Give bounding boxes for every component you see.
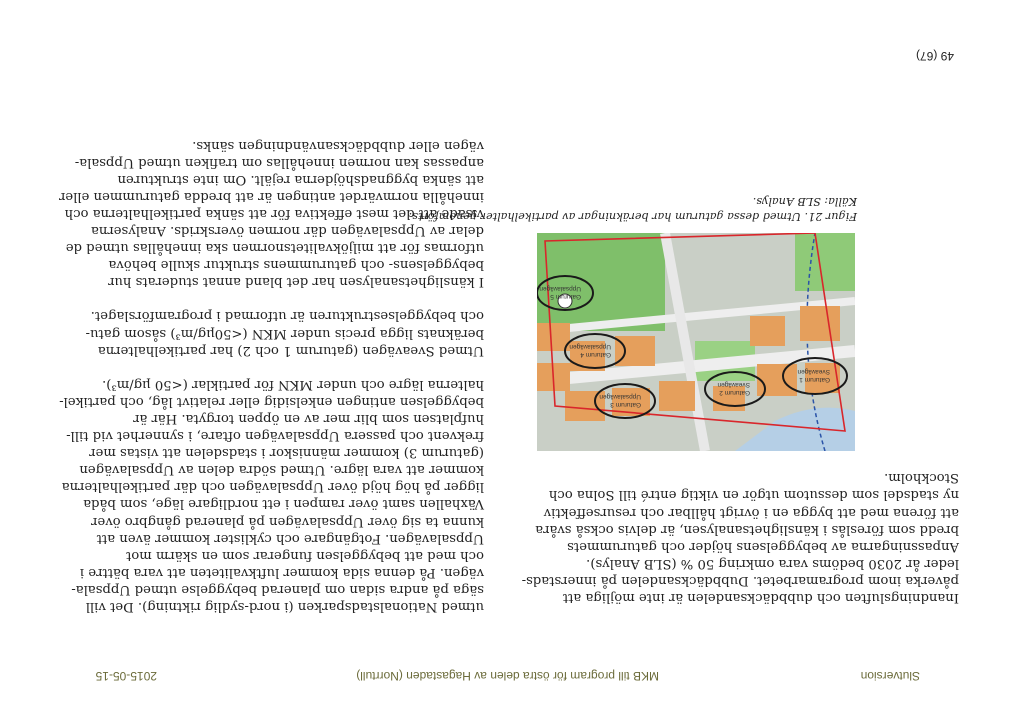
text-line: leder år 2030 bedöms vara omkring 50 % (SLB Analys). <box>586 555 959 571</box>
paragraph <box>59 376 484 615</box>
text-line: hufplatsen som blir mer av en öppen torgyta. Här är <box>133 410 484 426</box>
text-line: delar av Uppsalavägen där normen överskrids. Analyserna <box>91 223 484 239</box>
text-line: påverka inom programarbetet. Dubbdäcksandelen på innerstads- <box>521 572 959 588</box>
map-label: Gaturum 5 <box>550 293 581 300</box>
building <box>659 381 695 411</box>
text-line: I känslighetsanalysen har det bland annat studerats hur <box>108 274 484 290</box>
header-date: 2015-05-15 <box>95 669 157 683</box>
text-line: Stockholm. <box>884 470 959 486</box>
text-line: Uppsalavägen. Fotgängare och cyklister kommer även att <box>96 530 484 546</box>
text-line: ligger på hög höjd över Uppsalavägen och där partikelhalterna <box>61 479 484 495</box>
text-line: beräknats ligga precis under MKN (<50µg/m³) såsom gatu- <box>85 325 484 341</box>
map-label: Gaturum 1 <box>799 376 830 383</box>
text-line: Inandningsluften och dubbdäcksandelen är inte möjliga att <box>562 590 959 605</box>
text-line: Växhallen samt över rampen i ett nordligare läge, som båda <box>83 496 484 512</box>
text-line: och med att bebyggelsen fungerar som en skärm mot <box>126 547 484 563</box>
text-line: utmed Nationalstadsparken (i nord-sydlig riktning). Det vill <box>85 599 484 614</box>
map-label: Sveavägen <box>797 368 830 375</box>
text-line: vägen. På denna sida kommer luftkvaliteten att vara bättre i <box>79 564 484 580</box>
page-number: 49 (67) <box>915 49 954 63</box>
text-line: och bebyggelsestrukturen är utformad i programförslaget. <box>90 308 484 324</box>
caption-line: Källa: SLB Analys. <box>752 195 857 209</box>
text-line: ny stadsdel som dessutom utgör en viktig entré till Solna och <box>548 487 959 503</box>
text-line: kommer att vara lägre. Utmed södra delen av Uppsalavägen <box>79 462 484 478</box>
map-label: Gaturum 4 <box>580 351 611 358</box>
building <box>757 364 797 396</box>
right-text-column <box>59 137 484 615</box>
text-line: Anpassningarna av bebyggelsens höjder och gaturummets <box>567 538 959 554</box>
paragraph <box>59 137 484 291</box>
header-title: MKB till program för östra delen av Hagastaden (Norrtull) <box>356 669 659 683</box>
text-line: kunna ta sig över Uppsalavägen på planerad gångbro över <box>91 513 484 529</box>
text-line: Utmed Sveavägen (gaturum 1 och 2) har partikelhalterna <box>97 342 484 358</box>
caption-line: Figur 21. Utmed dessa gaturum har beräkningar av partikelhalter genomförts. <box>408 210 857 223</box>
header-version: Slutversion <box>860 669 920 683</box>
text-line: utformas för att miljökvalitetsnormen ska innehållas utmed de <box>65 240 484 256</box>
building <box>750 316 785 346</box>
text-line: bebyggelsen antingen enkelsidig eller relativt låg, och partikel- <box>59 393 484 409</box>
paragraph <box>85 307 484 358</box>
building <box>615 336 655 366</box>
map-label: Sveavägen <box>717 381 750 388</box>
figure-map <box>537 233 855 451</box>
park-area <box>795 233 855 291</box>
map-label: Uppsalavägen <box>569 343 611 350</box>
text-line: visade att det mest effektiva för att sänka partikelhalterna och <box>64 206 484 222</box>
text-line: anpassas kan normen innehållas om trafiken utmed Uppsala- <box>74 154 484 170</box>
gaturum-map <box>537 233 855 451</box>
text-line: bebyggelsens- och gaturummens struktur skulle behöva <box>108 257 484 273</box>
text-line: att sänka byggnadshöjderna rejält. Om inte strukturen <box>117 171 484 187</box>
text-line: (gaturum 3) kommer människor i stadsdelen att vistas mer <box>89 445 484 461</box>
park-area <box>537 233 665 331</box>
map-label: Uppsalavägen <box>539 285 581 292</box>
text-line: halterna lägre och under MKN för partiklar (<50 µg/m³). <box>102 376 484 392</box>
left-text-column <box>521 469 959 606</box>
map-label: Gaturum 3 <box>610 401 641 408</box>
text-line: frekvent och passera Uppsalavägen oftare, i synnerhet vid till- <box>66 428 484 444</box>
text-line: vägen eller dubbdäcksanvändningen sänks. <box>192 137 484 153</box>
building <box>800 306 840 341</box>
text-line: säga på andra sidan om planerad bebyggelse utmed Uppsala- <box>71 581 484 597</box>
text-line: innehålla normvärdet antingen är att bredda gaturummen eller <box>59 188 484 204</box>
map-label: Uppsalavägen <box>599 393 641 400</box>
text-line: bredd som föreslås i känslighetsanalysen, är delvis också svåra <box>535 521 959 537</box>
text-line: att förena med att bygga en i övrigt hållbar och resurseffektiv <box>543 504 959 520</box>
map-label: Gaturum 2 <box>719 389 750 396</box>
